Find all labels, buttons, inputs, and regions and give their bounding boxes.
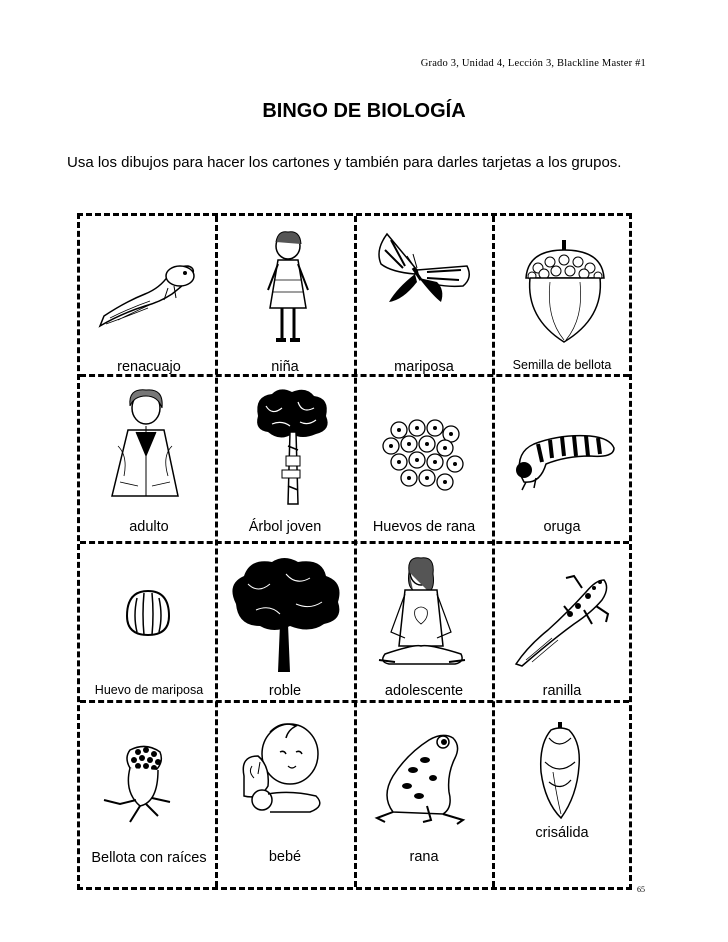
bingo-grid: [77, 213, 632, 890]
card-label-15: rana: [409, 849, 439, 865]
adult-woman-icon: [98, 386, 193, 511]
frog-eggs-icon: [373, 416, 473, 501]
chrysalis-icon: [535, 722, 585, 827]
card-label-1: renacuajo: [117, 359, 181, 375]
baby-icon: [230, 716, 340, 821]
grid-divider: [215, 216, 218, 887]
caterpillar-icon: [510, 424, 620, 499]
card-label-16: crisálida: [535, 825, 589, 841]
card-label-2: niña: [271, 359, 299, 375]
butterfly-egg-icon: [123, 588, 173, 643]
girl-icon: [258, 230, 318, 355]
acorn-icon: [520, 238, 610, 353]
card-label-4: Semilla de bellota: [512, 358, 612, 372]
header-reference: Grado 3, Unidad 4, Lección 3, Blackline Master #1: [420, 58, 646, 69]
sprouting-acorn-icon: [100, 738, 190, 833]
young-tree-icon: [252, 386, 332, 511]
instructions: Usa los dibujos para hacer los cartones y también para darles tarjetas a los grupos.: [67, 154, 622, 171]
grid-divider: [492, 216, 495, 887]
oak-tree-icon: [226, 554, 346, 679]
card-label-12: ranilla: [542, 683, 582, 699]
card-label-9: Huevo de mariposa: [94, 683, 204, 697]
card-label-3: mariposa: [394, 359, 454, 375]
card-label-7: Huevos de rana: [372, 519, 476, 535]
card-label-11: adolescente: [384, 683, 464, 699]
tadpole-icon: [90, 254, 200, 339]
card-label-10: roble: [268, 683, 302, 699]
grid-divider: [80, 700, 629, 703]
teenager-icon: [365, 554, 475, 679]
grid-divider: [354, 216, 357, 887]
frog-icon: [373, 726, 473, 831]
card-label-8: oruga: [543, 519, 581, 535]
page-number: 65: [637, 885, 645, 894]
grid-divider: [80, 541, 629, 544]
butterfly-icon: [367, 230, 477, 315]
froglet-icon: [508, 566, 613, 676]
card-label-13: Bellota con raíces: [91, 850, 207, 866]
page-title: BINGO DE BIOLOGÍA: [262, 100, 466, 122]
card-label-14: bebé: [268, 849, 302, 865]
card-label-6: Árbol joven: [248, 519, 322, 535]
card-label-5: adulto: [129, 519, 169, 535]
